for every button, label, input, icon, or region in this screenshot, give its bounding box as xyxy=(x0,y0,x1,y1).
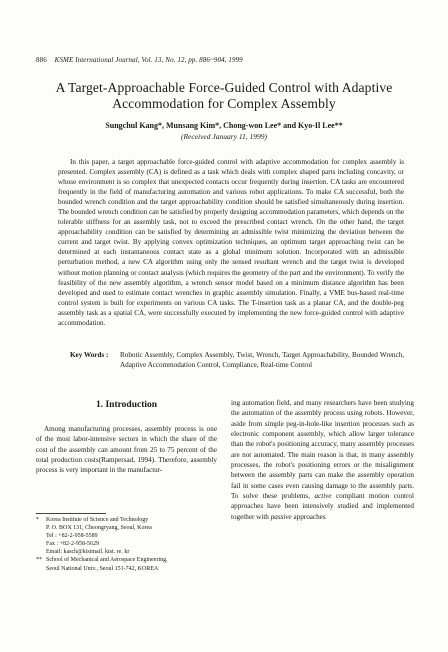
keywords-label: Key Words : xyxy=(70,351,109,359)
footnote-line: Seoul National Univ., Seoul 151-742, KOREA xyxy=(46,565,159,572)
intro-right-em-active: active xyxy=(314,492,332,501)
keywords-text: Robotic Assembly, Complex Assembly, Twist, Wrench, Target Approachability, Bounded Wrench, Adaptive Accommodation Control, Compliance, Real-time Control xyxy=(120,351,404,369)
intro-right-text-1: ing automation field, and many researchers have been studying the automation of the assembly process using robots. However, aside from simple peg-in-hole-like insertion processes such as electronic component assembly, which allow larger tolerance than the robot's positioning accuracy, many assembly processes are not automated. The main reason is that, in many assembly processes, the robot's positioning errors or the misalignment between the assembly parts can make the assembly operation fail in some cases even causing damage to the assembly parts. To solve these problems, xyxy=(231,399,414,501)
footnote-line: Fax : +82-2-958-5629 xyxy=(46,541,100,548)
footnote-line: School of Mechanical and Aerospace Engineering, xyxy=(46,557,168,564)
footnotes xyxy=(36,516,217,573)
footnote-line: Tel : +82-2-958-5589 xyxy=(46,533,98,540)
footnote-line: P. O. BOX 131, Cheongryang, Seoul, Korea xyxy=(46,525,152,532)
introduction-text-left: Among manufacturing processes, assembly process is one of the most labor-intensive sectors in which the share of the cost of the assembly can amount from 25 to 75 percent of the total production costs(Rampersad, 1994). Therefore, assembly process is very important in the manufactur- xyxy=(36,425,217,475)
right-column xyxy=(231,398,414,522)
footnote-affiliation-1 xyxy=(36,516,217,556)
footnote-line: Email: kasch@kistmail. kist. re. kr xyxy=(46,549,130,556)
received-date: (Received January 11, 1999) xyxy=(180,132,268,141)
abstract xyxy=(58,157,404,328)
running-header xyxy=(36,56,243,64)
introduction-paragraph-right xyxy=(231,398,414,522)
introduction-paragraph-left xyxy=(36,424,217,475)
footnote-mark: ** xyxy=(36,557,42,564)
footnote-rule xyxy=(36,513,106,514)
footnote-affiliation-2 xyxy=(36,556,217,572)
title-line-1: A Target-Approachable Force-Guided Control with Adaptive xyxy=(55,80,393,95)
section-heading-introduction: 1. Introduction xyxy=(95,400,158,410)
left-column xyxy=(36,398,217,475)
footnote-line: Korea Institute of Science and Technology xyxy=(46,517,149,523)
author-list: Sungchul Kang*, Munsang Kim*, Chong-won Lee* and Kyo-Il Lee** xyxy=(105,121,343,130)
intro-right-em-passive: passive xyxy=(270,512,292,521)
journal-citation: KSME International Journal, Vol. 13, No. 12, pp. 886~904, 1999 xyxy=(54,56,243,64)
title-line-2: Accommodation for Complex Assembly xyxy=(112,96,336,111)
page-number: 886 xyxy=(36,56,47,64)
footnote-mark: * xyxy=(36,517,39,523)
abstract-text: In this paper, a target approachable force-guided control with adaptive accommodation for complex assembly is presented. Complex assembly (CA) is defined as a task which deals with complex shaped parts including concavity, or whose environment is so complex that unexpected contacts occur frequently during insertion. CA tasks are encountered frequently in the field of manufacturing automation and various robot applications. To make CA successful, both the bounded wrench condition and the target approachability condition should be satisfied simultaneously during insertion. The bounded wrench condition can be satisfied by properly designing accommodation parameters, which depends on the tolerable stiffness for an assembly task, not to exceed the prescribed contact wrench. On the other hand, the target approachability condition can be satisfied by determining an admissible twist minimizing the deviation between the current and target twist. By applying convex optimization techniques, an optimum target approaching twist can be determined at each instantaneous contact state as a global minimum solution. Incorporated with an admissible perturbation method, a new CA algorithm using only the sensed resultant wrench and the target twist is developed without motion planning or contact analysis (which requires the geometry of the part and the environment). To verify the feasibility of the new assembly algorithm, a wrench sensor model based on a minimum distance algorithm has been developed and used to estimate contact wrenches in graphic assembly simulation. Finally, a VME bus-based real-time control system is built for experiments on various CA tasks. The T-insertion task as a planar CA, and the double-peg assembly task as a spatial CA, were successfully executed by implementing the new force-guided control with adaptive accommodation. xyxy=(58,158,404,327)
intro-right-text-2: compliant motion control approaches have been intensively studied and implemented together with xyxy=(231,492,414,521)
intro-right-text-3: approaches xyxy=(293,512,326,521)
paper-title xyxy=(30,80,418,112)
